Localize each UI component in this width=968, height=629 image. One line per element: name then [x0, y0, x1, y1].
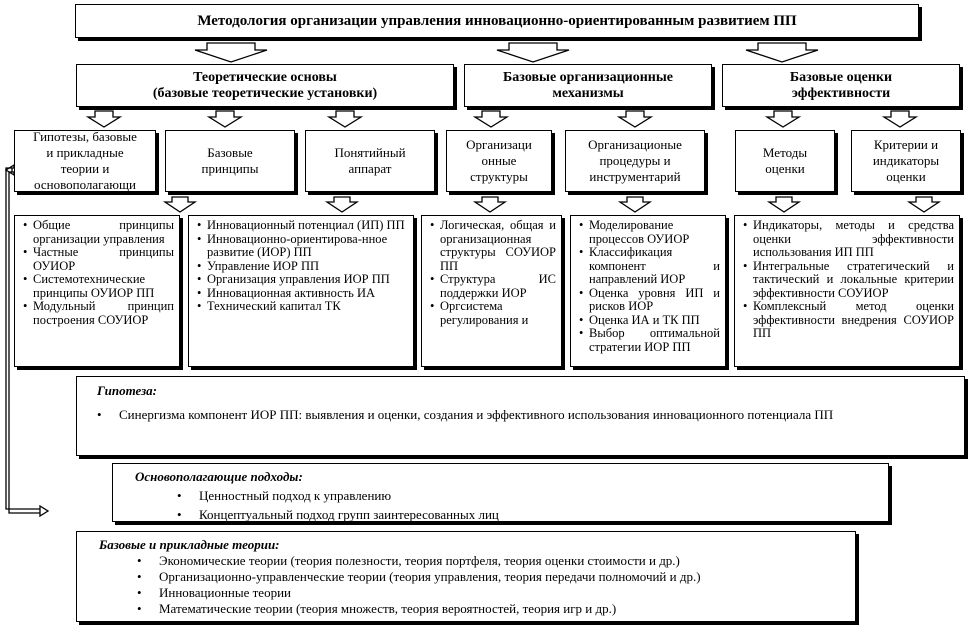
list-principles — [14, 215, 180, 367]
sub-org-procedures: Организационые процедуры и инструментарий — [565, 130, 705, 192]
list-item: • Общие принципы организации управления — [23, 219, 174, 246]
list-procedures — [570, 215, 726, 367]
list-item: • Индикаторы, методы и средства оценки эффективности использования ИП ПП — [743, 219, 954, 260]
arrow-down — [620, 197, 650, 212]
arrow-down — [209, 111, 241, 127]
list-item: • Инновационно-ориентирова-нное развитие (ИОР) ПП — [197, 233, 408, 260]
list-item: • Инновационная активность ИА — [197, 287, 408, 301]
list-item: • Оргсистема регулирования и — [430, 300, 556, 327]
sub-principles: Базовые принципы — [165, 130, 295, 192]
section-mechanisms: Базовые организационные механизмы — [464, 64, 712, 107]
list-item: • Системотехнические принципы ОУИОР ПП — [23, 273, 174, 300]
arrow-down — [88, 111, 120, 127]
list-item: • Концептуальный подход групп заинтересованных лиц — [199, 507, 876, 523]
arrow-down — [767, 111, 799, 127]
list-item: • Технический капитал ТК — [197, 300, 408, 314]
list-item: • Синергизма компонент ИОР ПП: выявления и оценки, создания и эффективного использования инновационного потенциала ПП — [119, 407, 952, 423]
list-item: • Экономические теории (теория полезности, теория портфеля, теория оценки стоимости и др.) — [159, 553, 843, 569]
list-item: • Организация управления ИОР ПП — [197, 273, 408, 287]
arrow-down — [746, 43, 818, 62]
list-structures — [421, 215, 562, 367]
arrow-down — [884, 111, 916, 127]
section-theoretical: Теоретические основы (базовые теоретические установки) — [76, 64, 454, 107]
list-item: • Частные принципы ОУИОР — [23, 246, 174, 273]
arrow-down — [165, 197, 195, 212]
arrow-down — [497, 43, 569, 62]
arrow-down — [769, 197, 799, 212]
sub-concepts: Понятийный аппарат — [305, 130, 435, 192]
arrow-left — [6, 165, 14, 175]
arrow-down — [619, 111, 651, 127]
sub-methods: Методы оценки — [735, 130, 835, 192]
theories-title: Базовые и прикладные теории: — [99, 537, 280, 552]
arrow-down — [195, 43, 267, 62]
theories-block — [76, 531, 856, 622]
list-item: • Структура ИС поддержки ИОР — [430, 273, 556, 300]
arrow-down — [475, 197, 505, 212]
list-item: • Инновационный потенциал (ИП) ПП — [197, 219, 408, 233]
list-item: • Ценностный подход к управлению — [199, 488, 876, 504]
hypothesis-title: Гипотеза: — [97, 383, 158, 398]
list-item: • Классификация компонент и направлений ИОР — [579, 246, 720, 287]
list-item: • Управление ИОР ПП — [197, 260, 408, 274]
list-item: • Организационно-управленческие теории (теория управления, теория передачи полномочий и др.) — [159, 569, 843, 585]
sub-hypotheses: Гипотезы, базовые и прикладные теории и основополагающи — [14, 130, 156, 192]
sub-criteria: Критерии и индикаторы оценки — [851, 130, 961, 192]
list-item: • Инновационные теории — [159, 585, 843, 601]
arrow-down — [475, 111, 507, 127]
arrow-right — [40, 506, 48, 516]
sub-org-structures: Организаци онные структуры — [446, 130, 552, 192]
arrow-down — [329, 111, 361, 127]
arrow-down — [327, 197, 357, 212]
list-item: • Моделирование процессов ОУИОР — [579, 219, 720, 246]
list-item: • Оценка ИА и ТК ПП — [579, 314, 720, 328]
list-concepts — [188, 215, 414, 367]
list-item: • Интегральные стратегический и тактический и локальные критерии эффективности СОУИОР — [743, 260, 954, 301]
list-item: • Оценка уровня ИП и рисков ИОР — [579, 287, 720, 314]
diagram-title: Методология организации управления инновационно-ориентированным развитием ПП — [75, 4, 919, 38]
list-item: • Модульный принцип построения СОУИОР — [23, 300, 174, 327]
list-item: • Математические теории (теория множеств, теория вероятностей, теория игр и др.) — [159, 601, 843, 617]
list-efficiency — [734, 215, 960, 367]
list-item: • Комплексный метод оценки эффективности внедрения СОУИОР ПП — [743, 300, 954, 341]
hypothesis-block — [76, 376, 965, 456]
list-item: • Логическая, общая и организационная структуры СОУИОР ПП — [430, 219, 556, 273]
list-item: • Выбор оптимальной стратегии ИОР ПП — [579, 327, 720, 354]
arrow-down — [909, 197, 939, 212]
approaches-block — [112, 463, 889, 522]
section-efficiency: Базовые оценки эффективности — [722, 64, 960, 107]
approaches-title: Основополагающие подходы: — [135, 469, 303, 484]
